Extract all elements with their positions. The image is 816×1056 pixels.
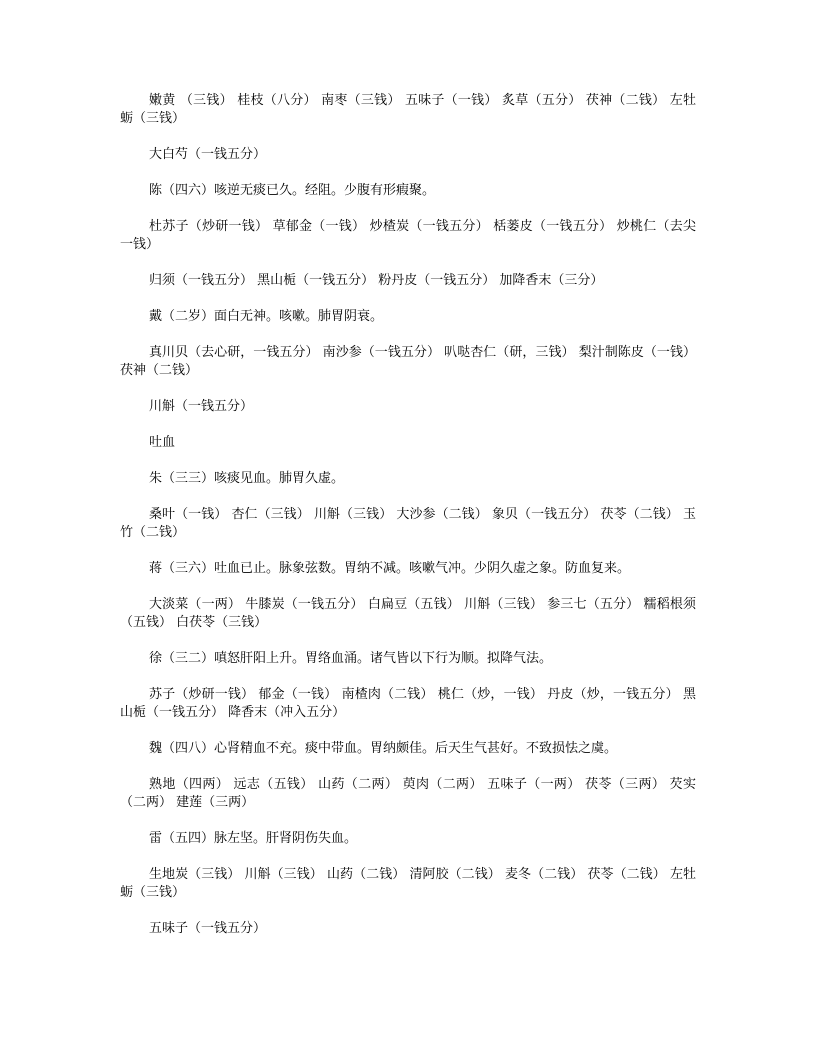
paragraph: 大白芍（一钱五分）: [149, 147, 267, 162]
paragraph: 陈（四六）咳逆无痰已久。经阻。少腹有形瘕聚。: [149, 183, 436, 198]
paragraph: 桑叶（一钱） 杏仁（三钱） 川斛（三钱） 大沙参（二钱） 象贝（一钱五分） 茯苓（二钱） 玉竹（二钱）: [120, 507, 696, 540]
paragraph: 熟地（四两） 远志（五钱） 山药（二两） 萸肉（二两） 五味子（一两） 茯苓（三两） 芡实（二两） 建莲（三两）: [120, 777, 696, 810]
paragraph: 大淡菜（一两） 牛膝炭（一钱五分） 白扁豆（五钱） 川斛（三钱） 参三七（五分） 糯稻根须（五钱） 白茯苓（三钱）: [120, 597, 696, 630]
paragraph: 蒋（三六）吐血已止。脉象弦数。胃纳不减。咳嗽气冲。少阴久虚之象。防血复来。: [149, 561, 631, 576]
section-heading: 吐血: [149, 435, 176, 450]
paragraph: 朱（三三）咳痰见血。肺胃久虚。: [149, 471, 345, 486]
paragraph: 苏子（炒研一钱） 郁金（一钱） 南楂肉（二钱） 桃仁（炒，一钱） 丹皮（炒，一钱五分） 黑山栀（一钱五分） 降香末（冲入五分）: [120, 687, 696, 720]
paragraph: 归须（一钱五分） 黑山栀（一钱五分） 粉丹皮（一钱五分） 加降香末（三分）: [149, 273, 604, 288]
paragraph: 五味子（一钱五分）: [149, 921, 267, 936]
paragraph: 徐（三二）嗔怒肝阳上升。胃络血涌。诸气皆以下行为顺。拟降气法。: [149, 651, 553, 666]
paragraph: 生地炭（三钱） 川斛（三钱） 山药（二钱） 清阿胶（二钱） 麦冬（二钱） 茯苓（二钱） 左牡蛎（三钱）: [120, 867, 696, 900]
document-page: [120, 92, 701, 956]
paragraph: 川斛（一钱五分）: [149, 399, 254, 414]
paragraph: 魏（四八）心肾精血不充。痰中带血。胃纳颇佳。后天生气甚好。不致损怯之虞。: [149, 741, 618, 756]
paragraph: 嫩黄 （三钱） 桂枝（八分） 南枣（三钱） 五味子（一钱） 炙草（五分） 茯神（二钱） 左牡蛎（三钱）: [120, 93, 696, 126]
paragraph: 杜苏子（炒研一钱） 草郁金（一钱） 炒楂炭（一钱五分） 栝蒌皮（一钱五分） 炒桃仁（去尖一钱）: [120, 219, 696, 252]
paragraph: 戴（二岁）面白无神。咳嗽。肺胃阴衰。: [149, 309, 384, 324]
paragraph: 雷（五四）脉左坚。肝肾阴伤失血。: [149, 831, 358, 846]
paragraph: 真川贝（去心研，一钱五分） 南沙参（一钱五分） 叭哒杏仁（研，三钱） 梨汁制陈皮（一钱） 茯神（二钱）: [120, 345, 701, 378]
